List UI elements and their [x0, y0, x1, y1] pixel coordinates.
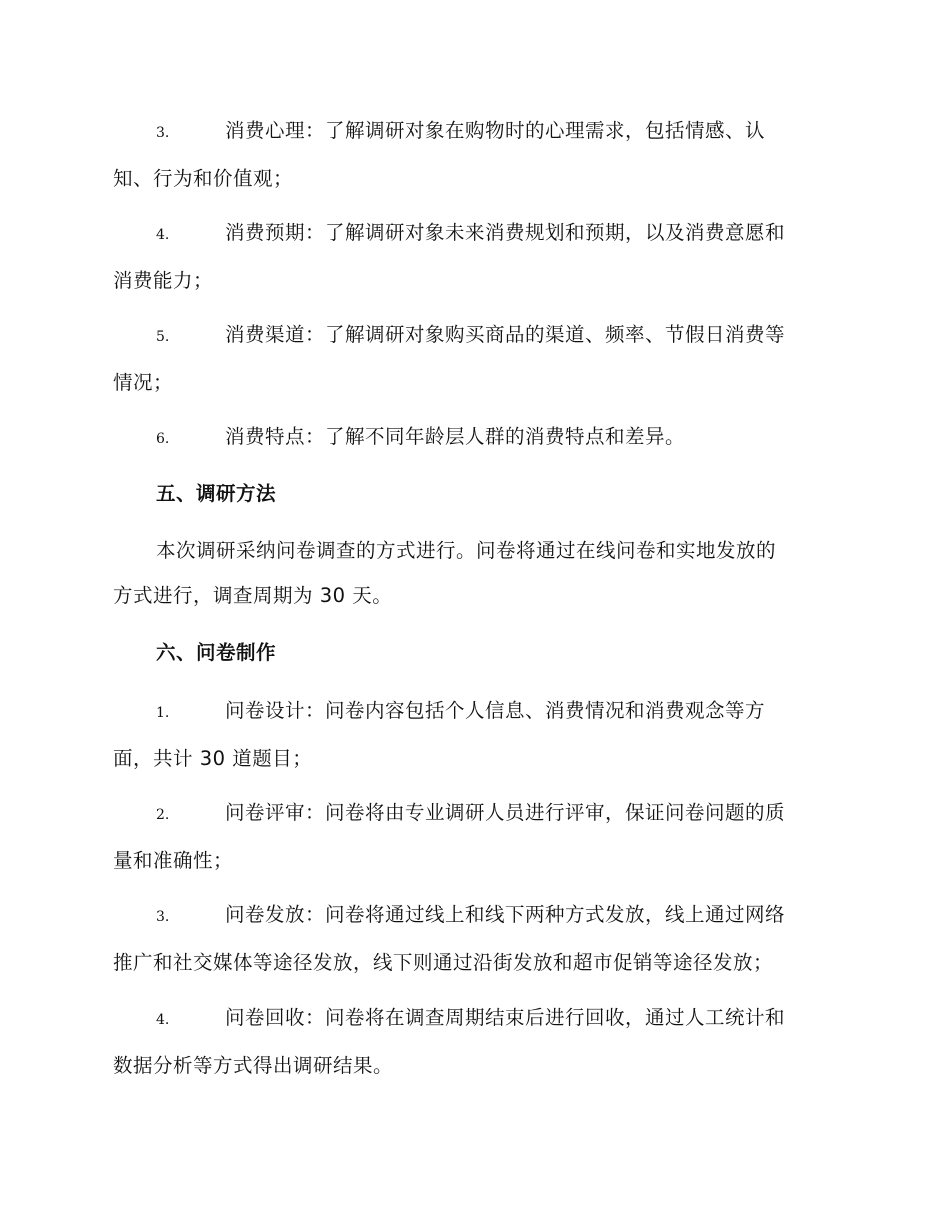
list-item [113, 210, 835, 303]
item-number: 2. [156, 807, 170, 823]
item-text: 问卷发放：问卷将通过线上和线下两种方式发放，线上通过网络 [225, 903, 786, 926]
paragraph-text-continued: 方式进行，调查周期为 30 天。 [113, 584, 393, 607]
list-item [113, 414, 835, 462]
item-number: 4. [156, 227, 170, 243]
item-text: 问卷评审：问卷将由专业调研人员进行评审，保证问卷问题的质 [225, 801, 786, 824]
item-number: 5. [156, 329, 170, 345]
list-item [113, 108, 835, 201]
item-text-continued: 知、行为和价值观； [113, 167, 294, 190]
item-text: 问卷设计：问卷内容包括个人信息、消费情况和消费观念等方 [225, 699, 766, 722]
item-text-continued: 情况； [113, 371, 174, 394]
item-text: 消费心理：了解调研对象在购物时的心理需求，包括情感、认 [225, 119, 766, 142]
paragraph-text: 本次调研采纳问卷调查的方式进行。问卷将通过在线问卷和实地发放的 [156, 539, 777, 562]
item-number: 4. [156, 1012, 170, 1028]
item-text-continued: 推广和社交媒体等途径发放，线下则通过沿街发放和超市促销等途径发放； [113, 951, 774, 974]
item-text-continued: 消费能力； [113, 269, 214, 292]
list-item [113, 688, 835, 781]
item-number: 1. [156, 705, 170, 721]
item-number: 3. [156, 909, 170, 925]
item-text: 消费预期：了解调研对象未来消费规划和预期，以及消费意愿和 [225, 221, 786, 244]
item-number: 3. [156, 125, 170, 141]
list-item [113, 790, 835, 883]
list-item [113, 312, 835, 405]
item-text: 问卷回收：问卷将在调查周期结束后进行回收，通过人工统计和 [225, 1006, 786, 1029]
item-number: 6. [156, 431, 170, 447]
item-text-continued: 数据分析等方式得出调研结果。 [113, 1054, 394, 1077]
section-heading: 五、调研方法 [156, 482, 277, 505]
list-item [113, 995, 835, 1088]
paragraph [113, 528, 835, 618]
section-heading: 六、问卷制作 [156, 641, 277, 664]
list-item [113, 892, 835, 985]
item-text: 消费特点：了解不同年龄层人群的消费特点和差异。 [225, 425, 686, 448]
item-text: 消费渠道：了解调研对象购买商品的渠道、频率、节假日消费等 [225, 323, 786, 346]
item-text-continued: 量和准确性； [113, 849, 234, 872]
item-text-continued: 面，共计 30 道题目； [113, 747, 313, 770]
